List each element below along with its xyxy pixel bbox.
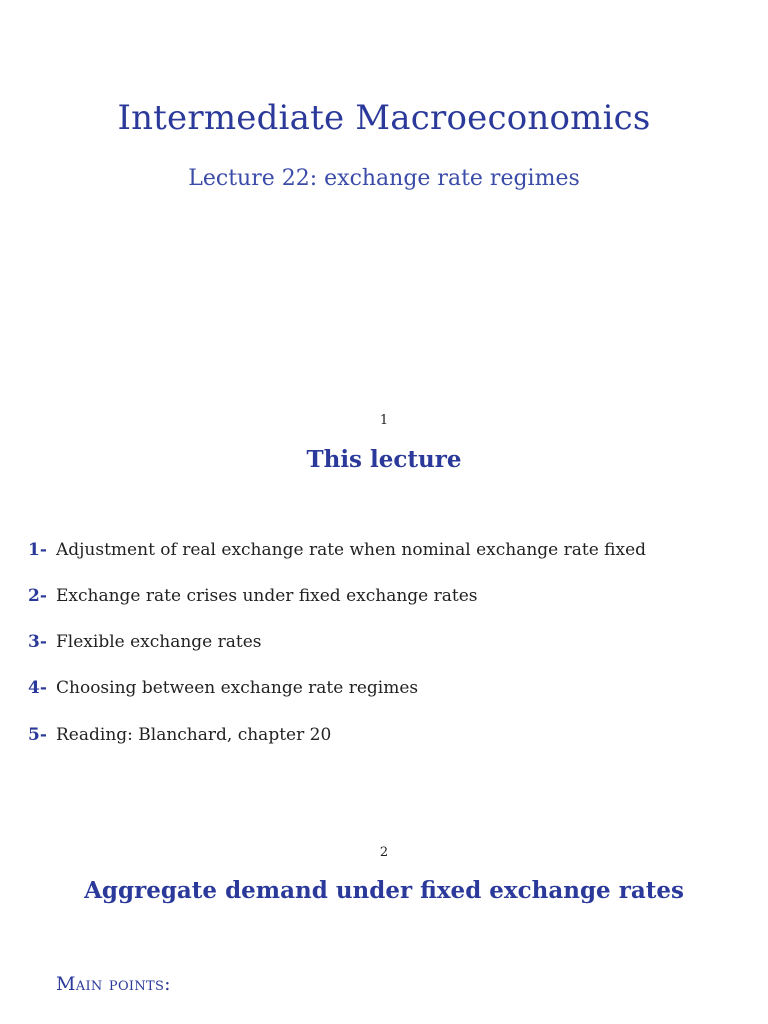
list-item-number: 4- (28, 678, 47, 698)
main-points-label: Main points: (56, 973, 171, 995)
list-item-text: Exchange rate crises under fixed exchange rates (56, 586, 478, 606)
document-subtitle: Lecture 22: exchange rate regimes (188, 166, 580, 191)
list-item (28, 725, 331, 745)
list-item-number: 2- (28, 586, 47, 606)
list-item-number: 1- (28, 540, 47, 560)
page-number: 1 (379, 413, 389, 428)
list-item-text: Choosing between exchange rate regimes (56, 678, 419, 698)
section-heading-aggregate-demand: Aggregate demand under fixed exchange rates (84, 877, 684, 904)
list-item-text: Adjustment of real exchange rate when nominal exchange rate fixed (56, 540, 647, 560)
list-item-text: Reading: Blanchard, chapter 20 (56, 725, 332, 745)
list-item-text: Flexible exchange rates (56, 632, 262, 652)
cutoff-text-line (56, 1018, 746, 1024)
page-number: 2 (379, 845, 389, 860)
list-item (28, 632, 262, 652)
list-item-number: 5- (28, 725, 47, 745)
list-item (28, 540, 646, 560)
document-title: Intermediate Macroeconomics (117, 98, 651, 138)
list-item (28, 586, 478, 606)
section-heading-this-lecture: This lecture (306, 446, 462, 473)
list-item-number: 3- (28, 632, 47, 652)
list-item (28, 678, 418, 698)
